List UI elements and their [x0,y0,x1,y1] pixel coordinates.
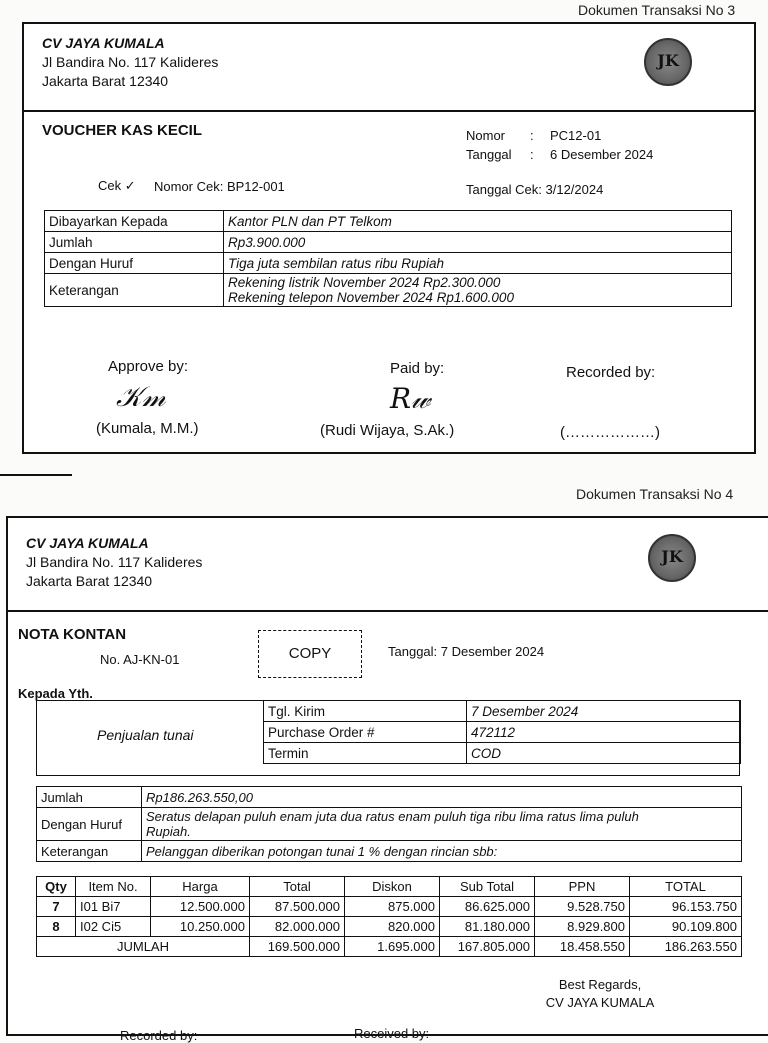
nota-number: No. AJ-KN-01 [100,652,180,667]
voucher-panel [22,22,756,454]
customer-box [36,700,740,776]
nomor-cek: Nomor Cek: BP12-001 [154,179,285,194]
voucher-title: VOUCHER KAS KECIL [42,122,203,139]
company-seal-icon: JK [648,534,696,582]
table-row: Jumlah Rp186.263.550,00 [37,787,742,808]
table-row: Keterangan Pelanggan diberikan potongan tunai 1 % dengan rincian sbb: [37,841,742,862]
kepada-label: Kepada Yth. [18,686,93,701]
amount-table [36,786,742,862]
nota-title: NOTA KONTAN [18,626,127,643]
tanggal-value: 6 Desember 2024 [550,147,654,162]
items-table [36,876,742,957]
company-address1: Jl Bandira No. 117 Kalideres [26,554,203,570]
divider [8,610,768,612]
nomor-label: Nomor [466,128,506,143]
doc3-company [42,34,218,91]
recorded-label: Recorded by: [566,364,656,381]
divider [24,110,754,112]
approve-name: (Kumala, M.M.) [96,420,199,437]
penjualan-tunai: Penjualan tunai [97,727,194,743]
table-row: Dengan Huruf Seratus delapan puluh enam juta dua ratus enam puluh tiga ribu lima ratus lima puluh Rupiah. [37,808,742,841]
approve-signature-icon: 𝒦𝓂 [116,380,166,413]
table-row: Purchase Order # 472112 [264,722,741,743]
company-address2: Jakarta Barat 12340 [26,573,153,589]
paid-name: (Rudi Wijaya, S.Ak.) [320,422,455,439]
table-row: Jumlah Rp3.900.000 [45,232,732,253]
cek-mark: Cek ✓ [98,178,136,193]
company-seal-icon: JK [644,38,692,86]
tanggal-cek: Tanggal Cek: 3/12/2024 [466,182,604,197]
company-name: CV JAYA KUMALA [42,35,165,51]
table-row: 7 I01 Bi7 12.500.000 87.500.000 875.000 86.625.000 9.528.750 96.153.750 [37,897,742,917]
regards: Best Regards, CV JAYA KUMALA [545,977,655,1010]
nomor-value: PC12-01 [550,128,602,143]
table-row: Tgl. Kirim 7 Desember 2024 [264,701,741,722]
scan-divider [0,474,72,476]
table-row: Termin COD [264,743,741,764]
company-name: CV JAYA KUMALA [26,535,149,551]
voucher-meta: Nomor : PC12-01 Tanggal : 6 Desember 2024 [466,128,654,162]
table-row: 8 I02 Ci5 10.250.000 82.000.000 820.000 81.180.000 8.929.800 90.109.800 [37,917,742,937]
voucher-table [44,210,732,307]
doc4-company [26,534,202,591]
company-address1: Jl Bandira No. 117 Kalideres [42,54,219,70]
table-row: Dibayarkan Kepada Kantor PLN dan PT Telkom [45,211,732,232]
copy-stamp: COPY [258,630,362,678]
table-total-row: JUMLAH 169.500.000 1.695.000 167.805.000 18.458.550 186.263.550 [37,937,742,957]
doc3-label: Dokumen Transaksi No 3 [578,2,736,18]
approve-label: Approve by: [108,358,189,375]
tanggal-label: Tanggal [466,147,512,162]
paid-signature-icon: 𝑅𝓌 [390,382,431,415]
recorded-label: Recorded by: [120,1028,198,1043]
doc4-label: Dokumen Transaksi No 4 [576,486,734,502]
nota-tanggal: Tanggal: 7 Desember 2024 [388,644,545,659]
received-label: Received by: [354,1026,430,1041]
recorded-name: (………………) [560,424,660,441]
paid-label: Paid by: [390,360,445,377]
company-address2: Jakarta Barat 12340 [42,73,169,89]
table-row: Keterangan Rekening listrik November 2024 Rp2.300.000 Rekening telepon November 2024 Rp1.600.000 [45,274,732,307]
table-header: Qty Item No. Harga Total Diskon Sub Total PPN TOTAL [37,877,742,897]
info-table [263,700,741,764]
nota-panel [6,516,768,1043]
table-row: Dengan Huruf Tiga juta sembilan ratus ribu Rupiah [45,253,732,274]
